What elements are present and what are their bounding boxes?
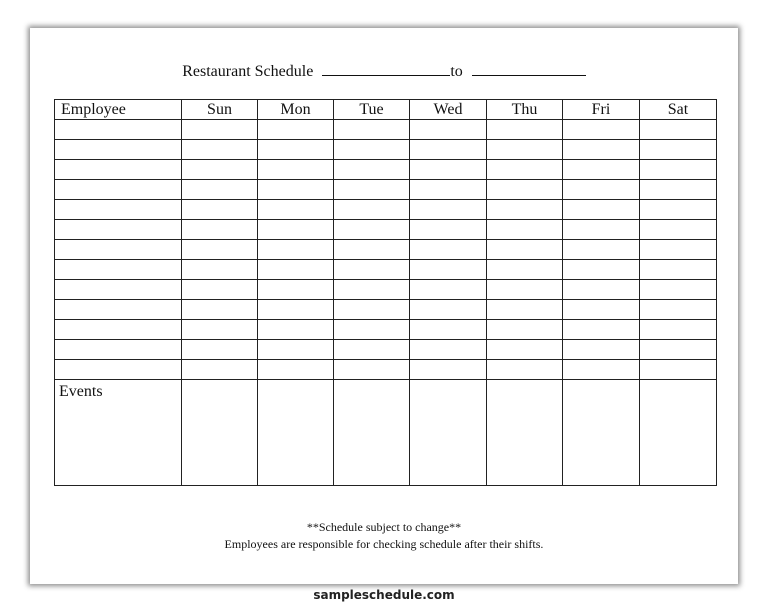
header-wed: Wed: [410, 100, 487, 120]
shift-cell: [258, 320, 334, 340]
employee-cell: [55, 160, 182, 180]
shift-cell: [563, 340, 640, 360]
schedule-row: [55, 180, 717, 200]
shift-cell: [640, 260, 717, 280]
employee-cell: [55, 320, 182, 340]
schedule-title: [30, 61, 738, 81]
schedule-row: [55, 220, 717, 240]
shift-cell: [487, 180, 563, 200]
schedule-row: [55, 260, 717, 280]
shift-cell: [563, 360, 640, 380]
shift-cell: [182, 240, 258, 260]
shift-cell: [410, 160, 487, 180]
shift-cell: [640, 140, 717, 160]
shift-cell: [410, 360, 487, 380]
shift-cell: [258, 280, 334, 300]
shift-cell: [410, 260, 487, 280]
shift-cell: [258, 240, 334, 260]
shift-cell: [182, 200, 258, 220]
shift-cell: [334, 280, 410, 300]
shift-cell: [258, 160, 334, 180]
shift-cell: [487, 240, 563, 260]
header-employee: Employee: [55, 100, 182, 120]
schedule-row: [55, 120, 717, 140]
shift-cell: [182, 180, 258, 200]
shift-cell: [334, 220, 410, 240]
shift-cell: [640, 120, 717, 140]
events-row: [55, 380, 717, 486]
shift-cell: [258, 340, 334, 360]
events-cell: [182, 380, 258, 486]
shift-cell: [410, 120, 487, 140]
shift-cell: [640, 160, 717, 180]
shift-cell: [640, 240, 717, 260]
shift-cell: [258, 180, 334, 200]
end-date-blank: [472, 61, 586, 76]
shift-cell: [182, 340, 258, 360]
shift-cell: [334, 340, 410, 360]
schedule-row: [55, 340, 717, 360]
shift-cell: [640, 320, 717, 340]
title-to: to: [450, 63, 463, 80]
shift-cell: [410, 340, 487, 360]
footer-responsibility: Employees are responsible for checking schedule after their shifts.: [224, 537, 544, 551]
events-label-cell: [55, 380, 182, 486]
shift-cell: [410, 280, 487, 300]
events-cell: [563, 380, 640, 486]
shift-cell: [182, 120, 258, 140]
shift-cell: [258, 260, 334, 280]
schedule-row: [55, 160, 717, 180]
header-fri: Fri: [563, 100, 640, 120]
shift-cell: [182, 360, 258, 380]
shift-cell: [487, 260, 563, 280]
shift-cell: [258, 120, 334, 140]
shift-cell: [334, 240, 410, 260]
shift-cell: [410, 200, 487, 220]
shift-cell: [640, 180, 717, 200]
shift-cell: [334, 260, 410, 280]
shift-cell: [334, 140, 410, 160]
employee-cell: [55, 180, 182, 200]
shift-cell: [258, 300, 334, 320]
shift-cell: [258, 360, 334, 380]
shift-cell: [563, 180, 640, 200]
shift-cell: [487, 140, 563, 160]
shift-cell: [334, 300, 410, 320]
employee-cell: [55, 360, 182, 380]
shift-cell: [563, 160, 640, 180]
employee-cell: [55, 280, 182, 300]
shift-cell: [563, 220, 640, 240]
shift-cell: [487, 360, 563, 380]
shift-cell: [487, 320, 563, 340]
shift-cell: [182, 260, 258, 280]
shift-cell: [410, 240, 487, 260]
schedule-row: [55, 300, 717, 320]
employee-cell: [55, 140, 182, 160]
schedule-row: [55, 360, 717, 380]
schedule-row: [55, 200, 717, 220]
shift-cell: [334, 360, 410, 380]
employee-cell: [55, 200, 182, 220]
shift-cell: [487, 120, 563, 140]
employee-cell: [55, 260, 182, 280]
employee-cell: [55, 220, 182, 240]
header-thu: Thu: [487, 100, 563, 120]
shift-cell: [487, 200, 563, 220]
shift-cell: [563, 300, 640, 320]
shift-cell: [334, 320, 410, 340]
events-cell: [334, 380, 410, 486]
header-mon: Mon: [258, 100, 334, 120]
events-label: Events: [59, 383, 103, 400]
shift-cell: [410, 140, 487, 160]
shift-cell: [640, 200, 717, 220]
footer-note: **Schedule subject to change**: [306, 520, 462, 534]
shift-cell: [640, 220, 717, 240]
shift-cell: [487, 280, 563, 300]
events-cell: [258, 380, 334, 486]
shift-cell: [487, 300, 563, 320]
shift-cell: [258, 200, 334, 220]
shift-cell: [182, 280, 258, 300]
shift-cell: [182, 320, 258, 340]
shift-cell: [182, 140, 258, 160]
header-tue: Tue: [334, 100, 410, 120]
shift-cell: [487, 160, 563, 180]
shift-cell: [563, 320, 640, 340]
shift-cell: [410, 180, 487, 200]
shift-cell: [563, 140, 640, 160]
employee-cell: [55, 120, 182, 140]
schedule-row: [55, 320, 717, 340]
employee-cell: [55, 240, 182, 260]
shift-cell: [410, 220, 487, 240]
shift-cell: [410, 320, 487, 340]
shift-cell: [410, 300, 487, 320]
shift-cell: [334, 120, 410, 140]
schedule-row: [55, 280, 717, 300]
title-text: Restaurant Schedule: [182, 63, 314, 80]
header-row: [55, 100, 717, 120]
shift-cell: [334, 180, 410, 200]
employee-cell: [55, 340, 182, 360]
site-watermark: sampleschedule.com: [313, 588, 455, 602]
shift-cell: [563, 200, 640, 220]
employee-cell: [55, 300, 182, 320]
shift-cell: [640, 360, 717, 380]
shift-cell: [640, 280, 717, 300]
shift-cell: [334, 200, 410, 220]
shift-cell: [563, 280, 640, 300]
shift-cell: [640, 300, 717, 320]
shift-cell: [334, 160, 410, 180]
header-sun: Sun: [182, 100, 258, 120]
events-cell: [640, 380, 717, 486]
start-date-blank: [322, 61, 450, 76]
schedule-page: [30, 28, 738, 584]
shift-cell: [182, 160, 258, 180]
shift-cell: [487, 220, 563, 240]
shift-cell: [182, 300, 258, 320]
schedule-row: [55, 140, 717, 160]
schedule-table: [54, 99, 717, 486]
shift-cell: [487, 340, 563, 360]
shift-cell: [563, 240, 640, 260]
events-cell: [410, 380, 487, 486]
header-sat: Sat: [640, 100, 717, 120]
shift-cell: [563, 120, 640, 140]
shift-cell: [563, 260, 640, 280]
schedule-row: [55, 240, 717, 260]
shift-cell: [258, 140, 334, 160]
events-cell: [487, 380, 563, 486]
shift-cell: [258, 220, 334, 240]
shift-cell: [640, 340, 717, 360]
schedule-footer: [30, 519, 738, 553]
shift-cell: [182, 220, 258, 240]
